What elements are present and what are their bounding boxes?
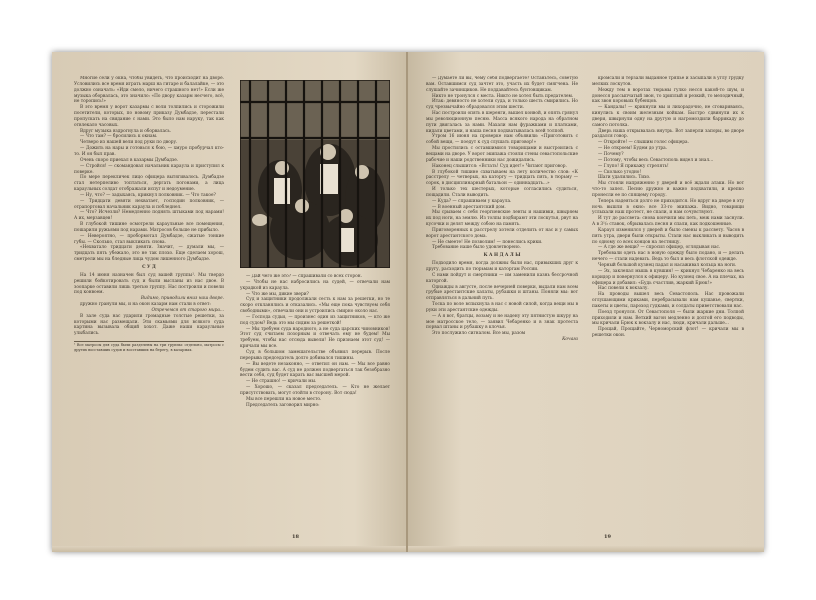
paragraph: Нас построили опять в шеренги, вышел конвой, и опять грянул мы революционную песню. Масса всякого народа на обратном пути двигалась за нами. Махали нам фуражками и платками, кидали цветами, и наша песня подхватывалась всей толпой. — [426, 111, 578, 134]
paragraph: — Хорошо, — сказал председатель. — Кто не желает присутствовать, могут отойти в сторону. Вот сюда! — [240, 385, 390, 396]
paragraph: Дверь наша открывалась внутрь. Вот заперли запоры, во дворе раздался говор. — [592, 128, 744, 140]
paragraph: — Дожить на нары и готовься к бою, — хмуро пробурчал кто-то. И он был прав. — [74, 146, 224, 157]
paragraph: — Ну, что? — задыхаясь, крикнул полковник. — Что такое? — [80, 192, 216, 198]
paragraph: Итак: девяносто не хотели суда, и только шесть смирились. Но суд чрезвычайно обрадовался этим шести. — [426, 99, 578, 111]
paragraph: — Дай чего же это? — спрашивали со всех сторон. — [246, 274, 362, 279]
paragraph: — Мы требуем суда народного, а не суда царских чиновников! Этот суд считаем позорным и отвечать ему не будем! Мы требуем, чтобы нас отсюда вывели! Не признаем этот суд! — кричали мы все. — [240, 326, 390, 350]
paragraph: Мы срываем с себя георгиевские ленты и нашивки, швыряем их под ноги, на землю. Из толпы подбирают эти лоскутья, рвут на кусочки и делят между собою на память. — [426, 210, 578, 228]
paragraph: «Нехватало тридцати девяти. Значит, — думали мы, — тридцать пять убежало, это не так плохо. Еще сделаем хорош, сметрели мы на бледные лица чудом лишенного Думбадзе. — [74, 245, 224, 263]
paragraph: Приговоренных к расстрелу хотели отделить от нас и у самых ворот арестантского дома. — [426, 227, 578, 239]
paragraph: Председатель заговорил мирно: — [246, 402, 320, 408]
right-page — [408, 52, 764, 552]
paragraph: Требование наше было удовлетворено. — [432, 245, 521, 251]
paragraph: Поезд тронулся. От Севастополя — были жаркие дни. Толпой приходили и нам. Ветхий вагон медленно и долгой его подводы, мы кричали Брюк к вокзалу и нас, люди, кричали дальше... — [592, 309, 744, 327]
paragraph: — Чтобы не нас набросились на судей, — отвечали нам украдкой из караула. — [240, 279, 390, 291]
paragraph: — Что? Исчезли? Немедленно поднять штыками под нарами! А их, мерзавцев! — [74, 210, 224, 222]
paragraph: Это послужило сигналом. Все мы, разом — [432, 331, 526, 337]
paragraph: Очень скоро приехал в казармы Думбадзе. — [80, 157, 179, 163]
paragraph: Между тем в воротах тюрьмы гулко несся какой-то шум, и донесся рассыпчатый звон, то хриплый и резкий, то мелодичный, как звон коровьих бубенцов. — [592, 87, 744, 105]
paragraph: На проводы вышел весь Севастополь. Нас провожали оглушающими криками, перебрасывали нам кушанье, свертки, пакеты и цветы, пароход гудками, и солдаты приветствовали нас. — [592, 292, 744, 309]
paragraph: Наконец слышится: «Встать! Суд идет!» Читают приговор. — [432, 163, 567, 169]
left-column-1 — [74, 76, 224, 516]
right-column-2 — [592, 76, 744, 516]
paragraph: На 14 июня назначен был суд вашей группы¹. Мы твердо решили бойкотировать суд и были высланы из нас двое. В зоопарке оставили лишь третью группу. Нас построили и повели под конвоем. — [74, 272, 224, 296]
paragraph: — Что там? — бросились к окнам. — [80, 134, 158, 140]
paragraph: В глубокой тишине схватываем на лету количество слов: «К расстрелу — четверых, на каторгу — тридцать пять, в тюрьму — сорок, в дисциплинарный батальон — одиннадцать...» — [426, 169, 578, 187]
paragraph: В это время у ворот казармы с воли толпились и сторожили посетители, которых, по новому приказу Думбадзе, перестали пропускать на свидание с нами. Это было нам наруку, так как отвлекало часовых. — [74, 105, 224, 128]
paragraph: Многие сели у окна, чтобы увидеть, что происходит на дворе. Условились все время играть марш на гитаре и балалайке, — это должно означать: «Иди смело, ничего страшного нет!» Если же музыка оборвалась, это значило: «По двору казарм несчего, всё, не торопись!» — [74, 76, 224, 105]
paragraph: кромсали и терзали выданное тряпье и засыпали в углу грудку мелких лоскутов. — [592, 76, 744, 87]
right-page-number: 19 — [604, 534, 611, 540]
paragraph: И только тех шестерых, которые согласились судиться, пощадили. Стали выводить. — [426, 187, 578, 198]
italic-line: Отречемся от старого мира... — [151, 307, 224, 313]
paragraph: — Господа судьи, — произнес один из защитников, — кто же под судом? Ведь это мы сидим за решеткой! — [240, 314, 390, 326]
paragraph: Тоска по воле вспыхнула в нас с новой силой, когда вещи мы в руки эти арестантские одежды. — [426, 302, 578, 313]
paragraph: Мы все перешли на новое место. — [246, 396, 322, 402]
paragraph: — Тридцати девяти нехватает, господин полковник, — отрапортовал начальник караула и побледнел. — [74, 198, 224, 210]
paragraph: — Не страшно! — кричали мы. — [246, 379, 317, 385]
paragraph: И тут до рассвета: снова кончили мы петь, меж нами заснули. А в 3¹/₂ ставок, обрывалась песня и спали, как подкошенные. — [592, 216, 744, 228]
paragraph: Прощай, Прощайте, Черноморский флот! — кричали мы в решетки окон. — [592, 327, 744, 339]
paragraph: дружно гранули мы, и на окон казарм нам стали в ответ: — [80, 302, 211, 308]
paragraph: В глубокой тишине осмотрели караульные все помещения, пошарили ружьями под нарами. Матросов больше не прибыло. — [74, 222, 224, 233]
paragraph: — Что же мы, дикие звери? — [246, 291, 309, 297]
paragraph: — В военный арестантский дом. — [432, 204, 506, 210]
paragraph: Требовали одеть нас в новую одежду было подано, и — делать нечего — стали надевать. Ведь то был и весь флотской одежде. — [592, 251, 744, 263]
paragraph: — Стройся! — скомандовал начальник караула и приступил к поверке. — [74, 163, 224, 175]
paragraph: В зале суда нас ударили громадные толстые решетки, за которыми нас размещали. Эти скамьями для всякого суда картина вызывала общий хохот. Даже наши караульные улыбались. — [74, 313, 224, 337]
paragraph: — Куда? — спрашиваем у караула. — [432, 198, 512, 204]
paragraph: Никто не тронулся с места. Никто не хотел быть предателем. — [432, 93, 574, 99]
paragraph: Нас повели к вокзалу. — [598, 286, 649, 292]
italic-line: Кочага — [562, 337, 578, 343]
paragraph: Вдруг музыка вздрогнула и оборвалась. — [80, 128, 172, 134]
section-heading: К А Н Д А Л Ы — [483, 253, 521, 259]
paragraph: — Откройте! — слышим голос офицера. — [598, 140, 689, 146]
paragraph: — Потому, чтобы весь Севастополь видел и знал... — [598, 157, 714, 163]
paragraph: По мере перекличек лицо офицера вытягивалось. Думбадзе стал нетерпеливо топтаться, дергать погонами, а лица караульных солдат отображали испуг и недоумение. — [74, 175, 224, 193]
paragraph: — Невероятно, — пробормотал Думбадзе, сжатые тонкие губы. — Сколько, стал выкликать снова. — [74, 233, 224, 245]
paragraph: — Почему? — [598, 151, 624, 157]
paragraph: — Вы ведете незаконно, — ответил он нам. — Мы все равно будем судить вас. А суд не должен подвергаться так безобразно вести себя, суд будет карать вас высшей мерой. — [240, 361, 390, 379]
paragraph: Суд и защитники продолжали сесть к нам за решетки, но те скоро откланялись и отказались. «Мы еще пока чувствуем себя свободными», отвечали они и устроились смирно около нас. — [240, 297, 390, 315]
footnote: ¹ Все матросы для суда были разделены на три группы: отдельно, матросы с других восставших судов и восставших на берегу, в казармах. — [74, 343, 224, 352]
paragraph: — А где же вещи? — спросил офицер, оглядывая нас. — [598, 245, 721, 251]
paragraph: Теперь надеяться долго не приходится. Но вдруг на дворе в эту ночь вышли в окно: все 33-го экипажа. Видно, товарищи услыхали наш протест, не спали, и нам сочувствуют. — [592, 198, 744, 216]
paragraph: Подходило время, когда должны были нас, привыкших друг к другу, расходить по тюрьмам и каторгам России. — [426, 261, 578, 272]
left-column-2 — [240, 274, 390, 516]
prison-illustration — [240, 80, 390, 268]
paragraph: — А я вот, братцы, возьму и не надену эту пятнистую шкуру на мое матросское тело, — заявил Чебаренко и в знак протеста порвал штаны и рубашку в клочья. — [426, 313, 578, 331]
paragraph: Четверо из нашей вели под руки по двору. — [80, 140, 178, 146]
right-column-1 — [426, 76, 578, 516]
paragraph: — Не откроем! Будем до утра. — [598, 146, 668, 152]
paragraph: Однажды в августе, после вечерней поверки, выдали нам всем грубые арестантские халаты, рубашки и штаны. Поняли мы: вот отправляться в дальний путь. — [426, 284, 578, 302]
paragraph: — Кандалы! — крикнули мы и лихорадочно, не сговариваясь, кинулись к своим железным койкам. Быстро сдвинули их к двери, швырнули одну на другую и нагромоздили баррикаду до самого потолка. — [592, 105, 744, 128]
left-page-number: 18 — [292, 534, 299, 540]
paragraph: С нами пойдут и смертники — им заменили казнь бессрочной каторгой. — [426, 272, 578, 284]
paragraph: — Думаете ли вы, чему себя подвергаете? Останьтесь, советую вам. Оставшимся суд зачтет это, участь их будет смягчена. Не слушайте зачинщиков. Не поддавайтесь бунтовщикам. — [426, 76, 578, 93]
paragraph: — Глупо! Я прикажу стрелять! — [598, 163, 669, 169]
paragraph: Караул изменился у дверей и было смены к рассвету. Часов в пять утра, двери были открыты. Стали нас выкликать и выводить по одному со всех концов на лестницу. — [592, 227, 744, 245]
paragraph: Шаги удалились. Тихо. — [598, 175, 651, 181]
italic-line: Видимо, приводили вниз наш дворе. — [140, 296, 224, 302]
paragraph: Мы простились с оставшимися товарищами и выстроились с вещами на дворе. У ворот экипажа стояли стены севастопольские рабочие и наши родственники нас дожидались. — [426, 146, 578, 163]
left-page — [52, 52, 408, 552]
paragraph: — Не смеете! Не позволим! — понеслись крики. — [432, 239, 543, 245]
paragraph: Суд в большом замешательстве объявил перерыв. После перерыва председатель долго добивался тишины. — [240, 349, 390, 361]
paragraph: — Эх, заклепал мышь в кувшин! — крикнул Чебаренко на весь коридор и повернулся к офицеру. Но кузнец свое. А на плечах, на офицера и добавил: «Будь счастлив, жаркий Брюк!» — [592, 268, 744, 286]
section-heading: С У Д — [142, 265, 156, 270]
paragraph: — Сколько угодно! — [598, 169, 642, 175]
paragraph: Утром 16 июня на проверке нам объявили: «Приготовить с собой вещи, — поедут к суд слушать приговор!» — [426, 134, 578, 146]
paragraph: Мы стояли напряженно у дверей и всё ждали атаки. Но вот что-то запел. Песню дружно и важно подхватили, и крепко пронесли ее по спящему городу. — [592, 181, 744, 198]
paragraph: Черный большой кузнец падал и насаживал кольца на ноги. — [598, 263, 737, 268]
book-spread — [52, 52, 764, 552]
